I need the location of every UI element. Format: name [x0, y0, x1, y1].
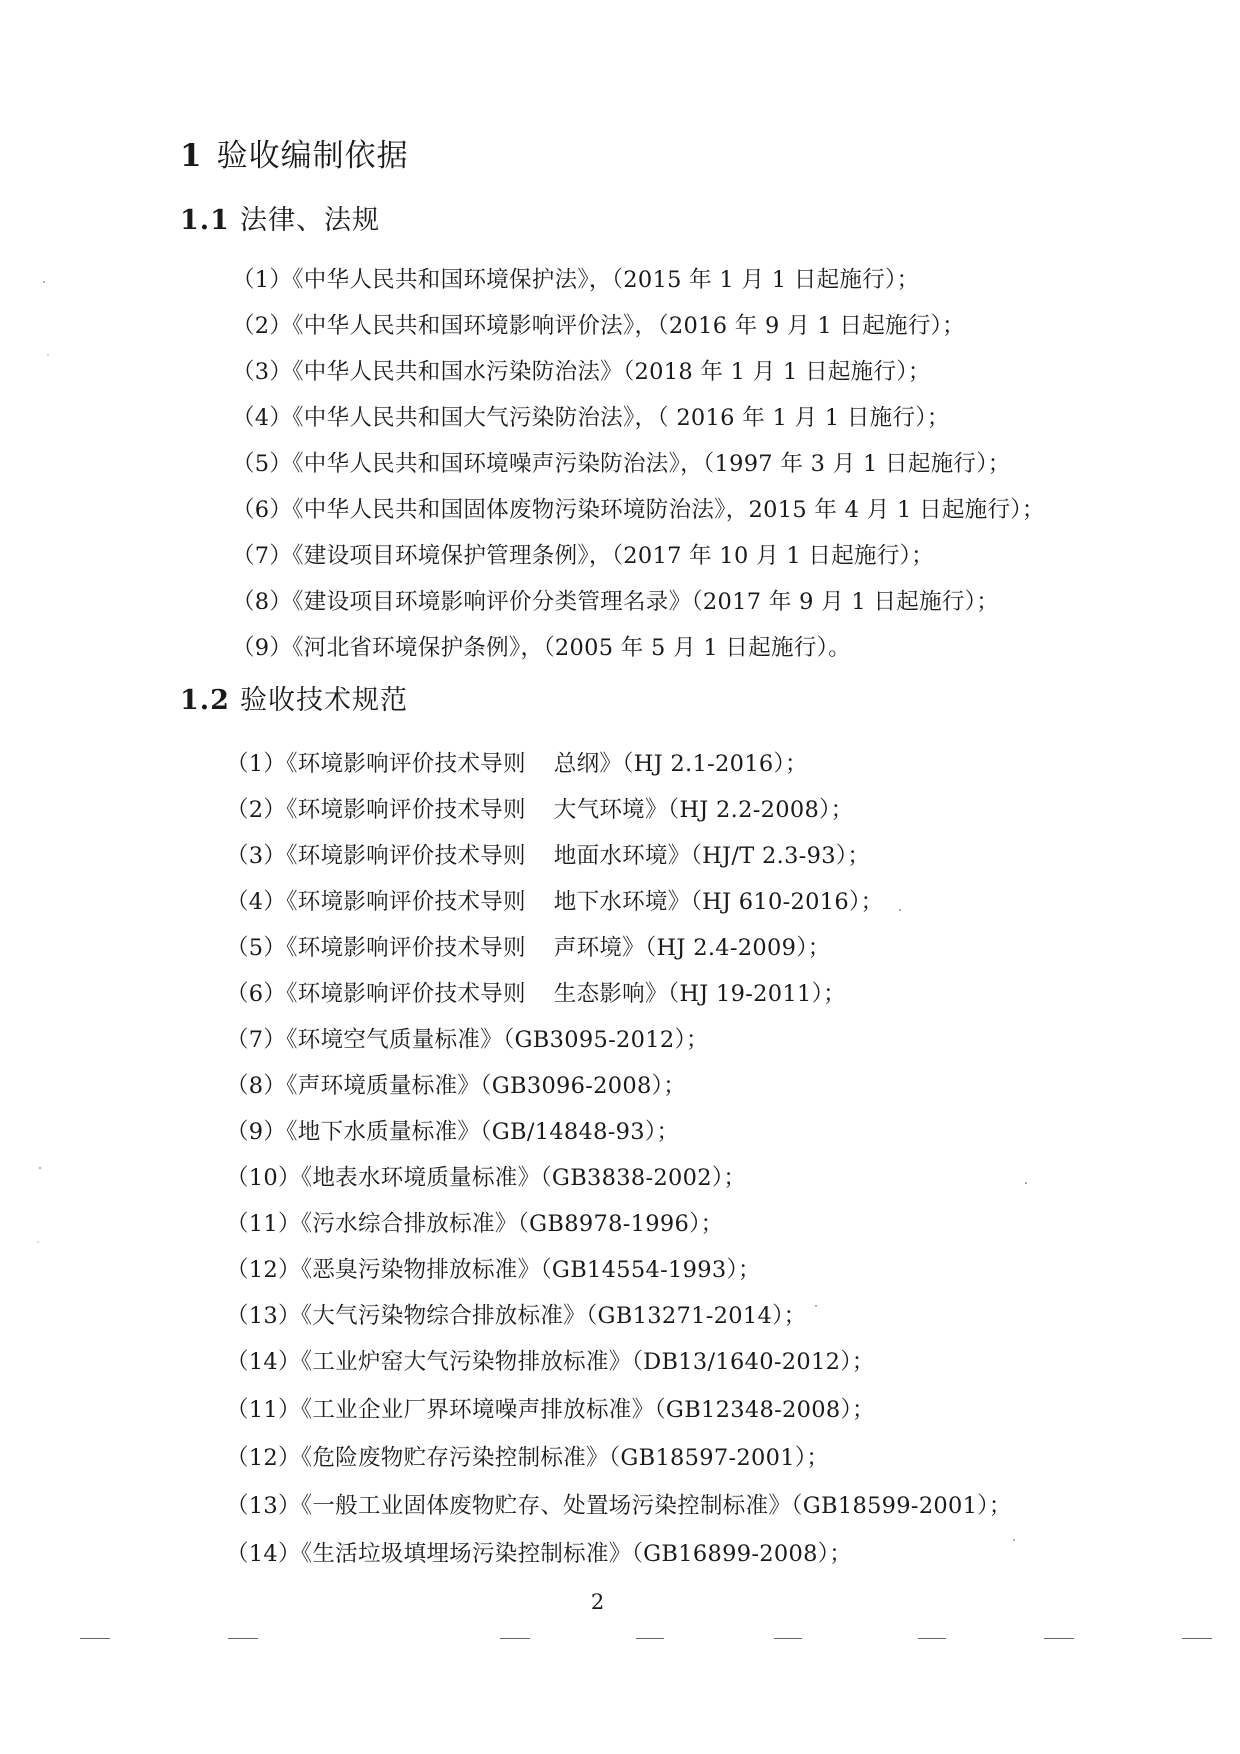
guideline-item: （5）《环境影响评价技术导则 声环境》（HJ 2.4-2009）；	[226, 935, 831, 961]
law-item: （5）《中华人民共和国环境噪声污染防治法》，（1997 年 3 月 1 日起施行）；	[232, 451, 1011, 477]
law-item: （2）《中华人民共和国环境影响评价法》，（2016 年 9 月 1 日起施行）；	[232, 313, 965, 339]
law-item: （6）《中华人民共和国固体废物污染环境防治法》，2015 年 4 月 1 日起施行）；	[232, 497, 1045, 523]
standard-item: （14）《生活垃圾填埋场污染控制标准》（GB16899-2008）；	[226, 1541, 853, 1567]
standard-item: （7）《环境空气质量标准》（GB3095-2012）；	[226, 1027, 709, 1053]
standard-item: （12）《危险废物贮存污染控制标准》（GB18597-2001）；	[226, 1445, 830, 1471]
section-number: 1.2	[180, 685, 230, 716]
law-item: （9）《河北省环境保护条例》，（2005 年 5 月 1 日起施行）。	[232, 635, 851, 661]
law-item: （8）《建设项目环境影响评价分类管理名录》（2017 年 9 月 1 日起施行）；	[232, 589, 1000, 615]
standard-item: （11）《工业企业厂界环境噪声排放标准》（GB12348-2008）；	[226, 1397, 875, 1423]
standard-item: （9）《地下水质量标准》（GB/14848-93）；	[226, 1119, 680, 1145]
chapter-title: 验收编制依据	[216, 138, 409, 174]
law-item: （4）《中华人民共和国大气污染防治法》，（ 2016 年 1 月 1 日施行）；	[232, 405, 950, 431]
guideline-item: （6）《环境影响评价技术导则 生态影响》（HJ 19-2011）；	[226, 981, 846, 1007]
page-number: 2	[590, 1590, 605, 1614]
section-number: 1.1	[180, 205, 230, 236]
standard-item: （8）《声环境质量标准》（GB3096-2008）；	[226, 1073, 686, 1099]
standard-item: （13）《大气污染物综合排放标准》（GB13271-2014）；	[226, 1303, 807, 1329]
standard-item: （12）《恶臭污染物排放标准》（GB14554-1993）；	[226, 1257, 761, 1283]
standard-item: （10）《地表水环境质量标准》（GB3838-2002）；	[226, 1165, 747, 1191]
guideline-item: （1）《环境影响评价技术导则 总纲》（HJ 2.1-2016）；	[226, 751, 808, 777]
standard-item: （13）《一般工业固体废物贮存、处置场污染控制标准》（GB18599-2001）；	[226, 1493, 1012, 1519]
chapter-number: 1	[180, 138, 203, 174]
law-item: （1）《中华人民共和国环境保护法》，（2015 年 1 月 1 日起施行）；	[232, 267, 920, 293]
law-item: （7）《建设项目环境保护管理条例》，（2017 年 10 月 1 日起施行）；	[232, 543, 934, 569]
guideline-item: （3）《环境影响评价技术导则 地面水环境》（HJ/T 2.3-93）；	[226, 843, 871, 869]
guideline-item: （2）《环境影响评价技术导则 大气环境》（HJ 2.2-2008）；	[226, 797, 854, 823]
guideline-item: （4）《环境影响评价技术导则 地下水环境》（HJ 610-2016）；	[226, 889, 884, 915]
standard-item: （11）《污水综合排放标准》（GB8978-1996）；	[226, 1211, 724, 1237]
section-title: 验收技术规范	[239, 685, 408, 716]
standard-item: （14）《工业炉窑大气污染物排放标准》（DB13/1640-2012）；	[226, 1349, 875, 1375]
law-item: （3）《中华人民共和国水污染防治法》（2018 年 1 月 1 日起施行）；	[232, 359, 931, 385]
section-title: 法律、法规	[239, 205, 380, 236]
